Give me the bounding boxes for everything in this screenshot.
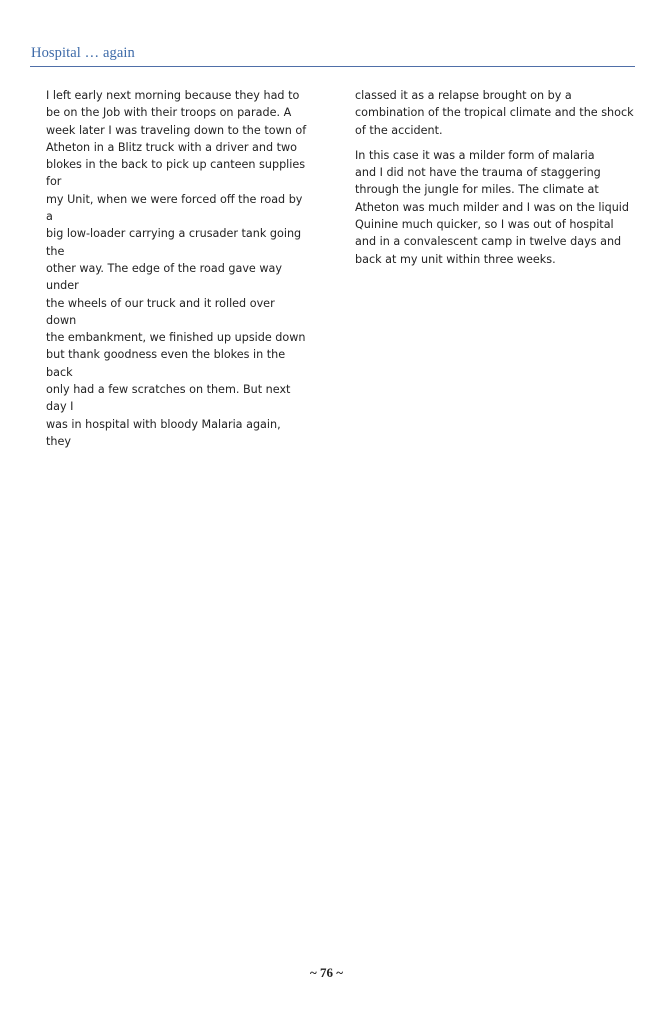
page-title: Hospital … again [31, 45, 135, 61]
body-paragraph: I left early next morning because they had to be on the Job with their troops on parade. A week later I was traveling down to the town of Atheton in a Blitz truck with a driver and two blokes in the back to pick up canteen supplies for my Unit, when we were forced off the road by a big low-loader carrying a crusader tank going the other way. The edge of the road gave way under the wheels of our truck and it rolled over down the embankment, we finished up upside down but thank goodness even the blokes in the back only had a few scratches on them. But next day I was in hospital with bloody Malaria again, they [46, 89, 307, 448]
body-paragraph: classed it as a relapse brought on by a combination of the tropical climate and the shock of the accident. [355, 89, 634, 137]
left-text-column [46, 87, 308, 450]
body-paragraph: In this case it was a milder form of malaria and I did not have the trauma of staggering through the jungle for miles. The climate at Atheton was much milder and I was on the liquid Quinine much quicker, so I was out of hospital and in a convalescent camp in twelve days and back at my unit within three weeks. [355, 148, 630, 266]
page-header [30, 44, 635, 67]
right-text-column [355, 87, 635, 268]
page-number: ~ 76 ~ [309, 965, 344, 980]
